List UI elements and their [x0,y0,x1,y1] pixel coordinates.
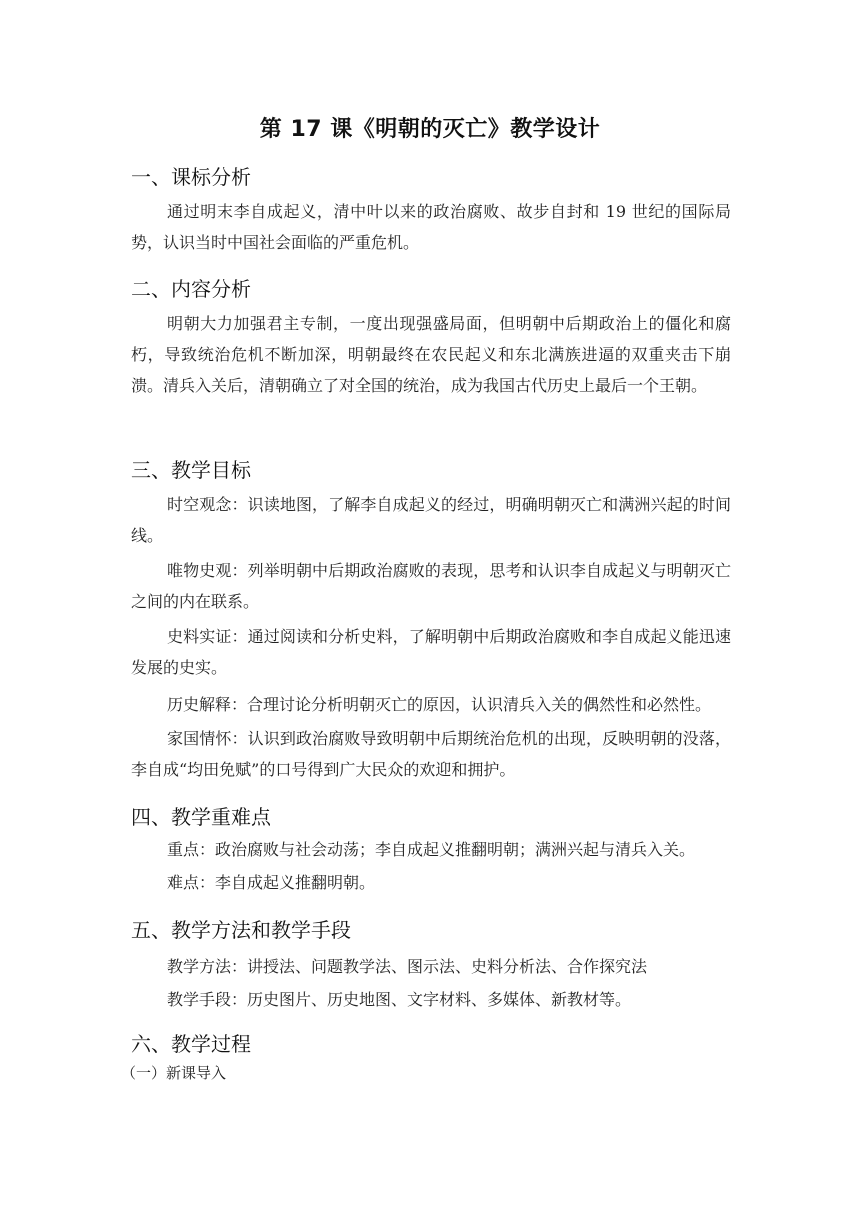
section-heading-2: 二、内容分析 [131,277,251,301]
paragraph-goal-4: 历史解释：合理讨论分析明朝灭亡的原因，认识清兵入关的偶然性和必然性。 [167,695,712,714]
paragraph-goal-1: 时空观念：识读地图，了解李自成起义的经过，明确明朝灭亡和满洲兴起的时间线。 [131,495,731,545]
section-heading-3: 三、教学目标 [131,458,251,482]
paragraph-method: 教学方法：讲授法、问题教学法、图示法、史料分析法、合作探究法 [167,957,648,976]
paragraph-difficulty: 难点：李自成起义推翻明朝。 [167,873,376,892]
section-heading-6: 六、教学过程 [131,1032,251,1056]
paragraph-means: 教学手段：历史图片、历史地图、文字材料、多媒体、新教材等。 [167,990,632,1009]
section-heading-5: 五、教学方法和教学手段 [131,918,351,942]
paragraph-standard: 通过明末李自成起义，清中叶以来的政治腐败、故步自封和 19 世纪的国际局势，认识当时中国社会面临的严重危机。 [131,202,731,252]
paragraph-key-point: 重点：政治腐败与社会动荡；李自成起义推翻明朝；满洲兴起与清兵入关。 [167,840,696,859]
subsection-heading: （一）新课导入 [121,1064,227,1082]
section-heading-1: 一、课标分析 [131,165,251,189]
paragraph-goal-2: 唯物史观：列举明朝中后期政治腐败的表现，思考和认识李自成起义与明朝灭亡之间的内在联系。 [131,561,731,611]
paragraph-goal-5: 家国情怀：认识到政治腐败导致明朝中后期统治危机的出现，反映明朝的没落，李自成“均田免赋”的口号得到广大民众的欢迎和拥护。 [131,729,731,779]
section-heading-4: 四、教学重难点 [131,805,271,829]
paragraph-goal-3: 史料实证：通过阅读和分析史料，了解明朝中后期政治腐败和李自成起义能迅速发展的史实。 [131,627,731,677]
document-title: 第 17 课《明朝的灭亡》教学设计 [259,117,601,142]
paragraph-content: 明朝大力加强君主专制，一度出现强盛局面，但明朝中后期政治上的僵化和腐朽，导致统治危机不断加深，明朝最终在农民起义和东北满族进逼的双重夹击下崩溃。清兵入关后，清朝确立了对全国的统治，成为我国古代历史上最后一个王朝。 [131,314,731,395]
